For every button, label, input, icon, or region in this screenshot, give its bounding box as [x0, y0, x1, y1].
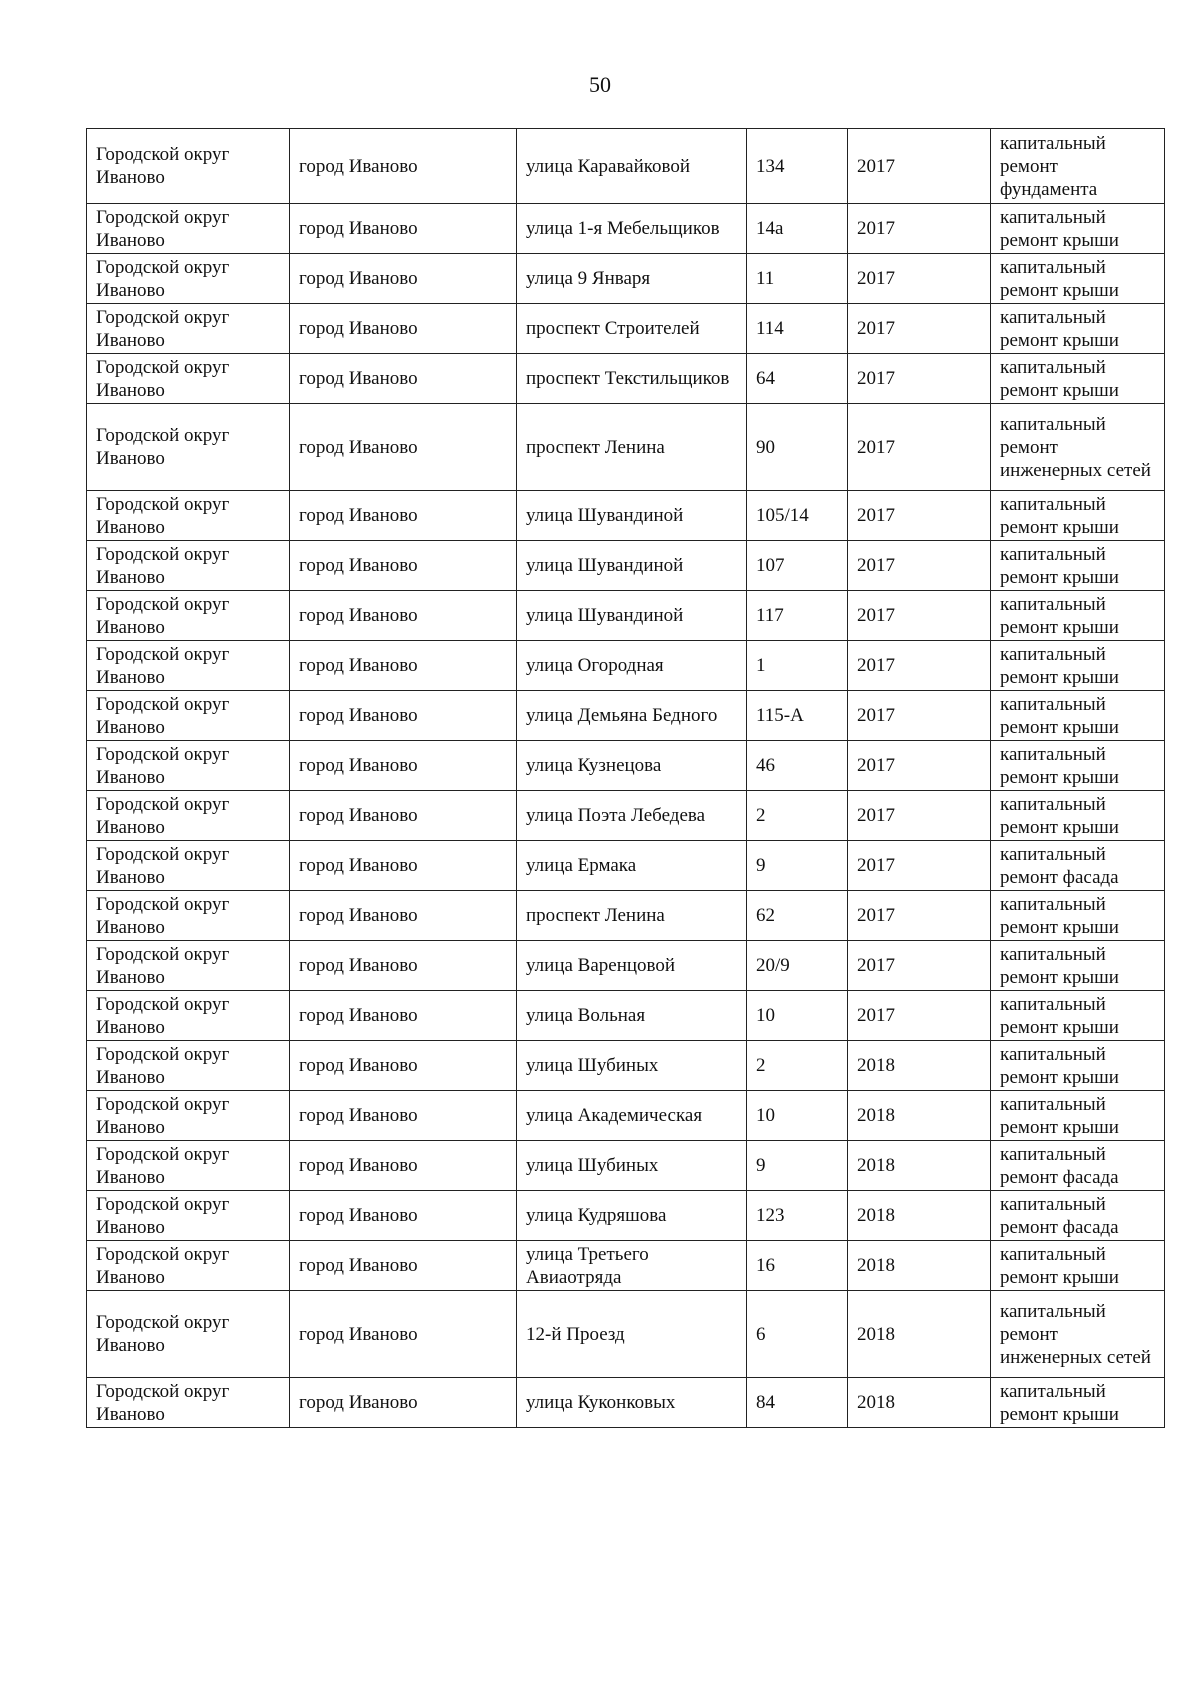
- municipality-cell: Городской округ Иваново: [87, 1241, 290, 1291]
- year-cell: 2017: [848, 591, 991, 641]
- settlement-cell: город Иваново: [290, 129, 517, 204]
- year-cell: 2018: [848, 1241, 991, 1291]
- work-type-cell: капитальный ремонт крыши: [991, 641, 1165, 691]
- table-row: [87, 991, 1165, 1041]
- work-type-cell: капитальный ремонт крыши: [991, 254, 1165, 304]
- work-type-cell: капитальный ремонт крыши: [991, 991, 1165, 1041]
- work-type-cell: капитальный ремонт крыши: [991, 591, 1165, 641]
- settlement-cell: город Иваново: [290, 541, 517, 591]
- settlement-cell: город Иваново: [290, 304, 517, 354]
- settlement-cell: город Иваново: [290, 1041, 517, 1091]
- table-row: [87, 1041, 1165, 1091]
- house-number-cell: 11: [747, 254, 848, 304]
- work-type-cell: капитальный ремонт инженерных сетей: [991, 404, 1165, 491]
- house-number-cell: 9: [747, 841, 848, 891]
- house-number-cell: 10: [747, 1091, 848, 1141]
- municipality-cell: Городской округ Иваново: [87, 591, 290, 641]
- municipality-cell: Городской округ Иваново: [87, 404, 290, 491]
- year-cell: 2018: [848, 1091, 991, 1141]
- work-type-cell: капитальный ремонт инженерных сетей: [991, 1291, 1165, 1378]
- settlement-cell: город Иваново: [290, 254, 517, 304]
- year-cell: 2017: [848, 204, 991, 254]
- work-type-cell: капитальный ремонт крыши: [991, 204, 1165, 254]
- year-cell: 2017: [848, 129, 991, 204]
- settlement-cell: город Иваново: [290, 641, 517, 691]
- settlement-cell: город Иваново: [290, 204, 517, 254]
- street-cell: улица Шувандиной: [517, 491, 747, 541]
- house-number-cell: 14а: [747, 204, 848, 254]
- year-cell: 2017: [848, 404, 991, 491]
- street-cell: проспект Ленина: [517, 404, 747, 491]
- street-cell: улица Шувандиной: [517, 541, 747, 591]
- work-type-cell: капитальный ремонт фасада: [991, 1141, 1165, 1191]
- street-cell: улица Каравайковой: [517, 129, 747, 204]
- house-number-cell: 115-А: [747, 691, 848, 741]
- municipality-cell: Городской округ Иваново: [87, 1041, 290, 1091]
- year-cell: 2018: [848, 1041, 991, 1091]
- work-type-cell: капитальный ремонт крыши: [991, 1041, 1165, 1091]
- street-cell: улица 1-я Мебельщиков: [517, 204, 747, 254]
- settlement-cell: город Иваново: [290, 404, 517, 491]
- house-number-cell: 64: [747, 354, 848, 404]
- year-cell: 2017: [848, 741, 991, 791]
- table-row: [87, 591, 1165, 641]
- municipality-cell: Городской округ Иваново: [87, 891, 290, 941]
- house-number-cell: 9: [747, 1141, 848, 1191]
- settlement-cell: город Иваново: [290, 741, 517, 791]
- street-cell: 12-й Проезд: [517, 1291, 747, 1378]
- street-cell: проспект Строителей: [517, 304, 747, 354]
- year-cell: 2017: [848, 791, 991, 841]
- table-row: [87, 891, 1165, 941]
- settlement-cell: город Иваново: [290, 891, 517, 941]
- settlement-cell: город Иваново: [290, 1191, 517, 1241]
- settlement-cell: город Иваново: [290, 591, 517, 641]
- work-type-cell: капитальный ремонт крыши: [991, 691, 1165, 741]
- year-cell: 2017: [848, 991, 991, 1041]
- year-cell: 2018: [848, 1141, 991, 1191]
- house-number-cell: 84: [747, 1378, 848, 1428]
- work-type-cell: капитальный ремонт крыши: [991, 1241, 1165, 1291]
- municipality-cell: Городской округ Иваново: [87, 304, 290, 354]
- house-number-cell: 123: [747, 1191, 848, 1241]
- year-cell: 2017: [848, 691, 991, 741]
- work-type-cell: капитальный ремонт крыши: [991, 1091, 1165, 1141]
- table-row: [87, 129, 1165, 204]
- year-cell: 2017: [848, 254, 991, 304]
- street-cell: проспект Текстильщиков: [517, 354, 747, 404]
- year-cell: 2017: [848, 491, 991, 541]
- work-type-cell: капитальный ремонт крыши: [991, 1378, 1165, 1428]
- table-row: [87, 741, 1165, 791]
- year-cell: 2017: [848, 541, 991, 591]
- street-cell: улица Шувандиной: [517, 591, 747, 641]
- settlement-cell: город Иваново: [290, 841, 517, 891]
- table-row: [87, 1291, 1165, 1378]
- house-number-cell: 90: [747, 404, 848, 491]
- house-number-cell: 134: [747, 129, 848, 204]
- street-cell: улица Варенцовой: [517, 941, 747, 991]
- street-cell: улица Академическая: [517, 1091, 747, 1141]
- year-cell: 2017: [848, 354, 991, 404]
- settlement-cell: город Иваново: [290, 991, 517, 1041]
- house-number-cell: 20/9: [747, 941, 848, 991]
- street-cell: улица 9 Января: [517, 254, 747, 304]
- municipality-cell: Городской округ Иваново: [87, 129, 290, 204]
- house-number-cell: 117: [747, 591, 848, 641]
- table-row: [87, 491, 1165, 541]
- municipality-cell: Городской округ Иваново: [87, 841, 290, 891]
- house-number-cell: 1: [747, 641, 848, 691]
- table-row: [87, 254, 1165, 304]
- repair-schedule-table: [86, 128, 1165, 1428]
- table-row: [87, 691, 1165, 741]
- house-number-cell: 16: [747, 1241, 848, 1291]
- settlement-cell: город Иваново: [290, 691, 517, 741]
- table-row: [87, 841, 1165, 891]
- settlement-cell: город Иваново: [290, 354, 517, 404]
- work-type-cell: капитальный ремонт фасада: [991, 841, 1165, 891]
- work-type-cell: капитальный ремонт фасада: [991, 1191, 1165, 1241]
- table-body: [87, 129, 1165, 1428]
- street-cell: улица Куконковых: [517, 1378, 747, 1428]
- year-cell: 2017: [848, 304, 991, 354]
- street-cell: улица Третьего Авиаотряда: [517, 1241, 747, 1291]
- table-row: [87, 1141, 1165, 1191]
- street-cell: улица Кудряшова: [517, 1191, 747, 1241]
- municipality-cell: Городской округ Иваново: [87, 1091, 290, 1141]
- settlement-cell: город Иваново: [290, 1091, 517, 1141]
- work-type-cell: капитальный ремонт крыши: [991, 891, 1165, 941]
- municipality-cell: Городской округ Иваново: [87, 1291, 290, 1378]
- settlement-cell: город Иваново: [290, 941, 517, 991]
- table-row: [87, 1091, 1165, 1141]
- house-number-cell: 2: [747, 791, 848, 841]
- page-number: 50: [589, 72, 611, 97]
- settlement-cell: город Иваново: [290, 1378, 517, 1428]
- house-number-cell: 46: [747, 741, 848, 791]
- street-cell: улица Кузнецова: [517, 741, 747, 791]
- work-type-cell: капитальный ремонт крыши: [991, 304, 1165, 354]
- table-row: [87, 304, 1165, 354]
- house-number-cell: 2: [747, 1041, 848, 1091]
- year-cell: 2017: [848, 841, 991, 891]
- street-cell: улица Демьяна Бедного: [517, 691, 747, 741]
- settlement-cell: город Иваново: [290, 1241, 517, 1291]
- table-row: [87, 1378, 1165, 1428]
- municipality-cell: Городской округ Иваново: [87, 941, 290, 991]
- street-cell: улица Ермака: [517, 841, 747, 891]
- street-cell: улица Шубиных: [517, 1041, 747, 1091]
- table-row: [87, 204, 1165, 254]
- table-row: [87, 641, 1165, 691]
- municipality-cell: Городской округ Иваново: [87, 1191, 290, 1241]
- table-row: [87, 541, 1165, 591]
- year-cell: 2017: [848, 641, 991, 691]
- year-cell: 2018: [848, 1291, 991, 1378]
- year-cell: 2017: [848, 941, 991, 991]
- work-type-cell: капитальный ремонт фундамента: [991, 129, 1165, 204]
- work-type-cell: капитальный ремонт крыши: [991, 541, 1165, 591]
- street-cell: улица Огородная: [517, 641, 747, 691]
- table-row: [87, 791, 1165, 841]
- settlement-cell: город Иваново: [290, 1291, 517, 1378]
- house-number-cell: 62: [747, 891, 848, 941]
- house-number-cell: 114: [747, 304, 848, 354]
- municipality-cell: Городской округ Иваново: [87, 741, 290, 791]
- work-type-cell: капитальный ремонт крыши: [991, 791, 1165, 841]
- municipality-cell: Городской округ Иваново: [87, 1378, 290, 1428]
- street-cell: улица Шубиных: [517, 1141, 747, 1191]
- year-cell: 2018: [848, 1378, 991, 1428]
- municipality-cell: Городской округ Иваново: [87, 204, 290, 254]
- year-cell: 2017: [848, 891, 991, 941]
- street-cell: улица Вольная: [517, 991, 747, 1041]
- settlement-cell: город Иваново: [290, 791, 517, 841]
- municipality-cell: Городской округ Иваново: [87, 541, 290, 591]
- municipality-cell: Городской округ Иваново: [87, 641, 290, 691]
- table-row: [87, 404, 1165, 491]
- work-type-cell: капитальный ремонт крыши: [991, 491, 1165, 541]
- table-row: [87, 354, 1165, 404]
- house-number-cell: 107: [747, 541, 848, 591]
- work-type-cell: капитальный ремонт крыши: [991, 941, 1165, 991]
- municipality-cell: Городской округ Иваново: [87, 354, 290, 404]
- street-cell: улица Поэта Лебедева: [517, 791, 747, 841]
- house-number-cell: 6: [747, 1291, 848, 1378]
- house-number-cell: 10: [747, 991, 848, 1041]
- table-row: [87, 1241, 1165, 1291]
- year-cell: 2018: [848, 1191, 991, 1241]
- municipality-cell: Городской округ Иваново: [87, 1141, 290, 1191]
- municipality-cell: Городской округ Иваново: [87, 691, 290, 741]
- municipality-cell: Городской округ Иваново: [87, 991, 290, 1041]
- work-type-cell: капитальный ремонт крыши: [991, 354, 1165, 404]
- settlement-cell: город Иваново: [290, 1141, 517, 1191]
- municipality-cell: Городской округ Иваново: [87, 791, 290, 841]
- table-row: [87, 1191, 1165, 1241]
- table-row: [87, 941, 1165, 991]
- municipality-cell: Городской округ Иваново: [87, 254, 290, 304]
- house-number-cell: 105/14: [747, 491, 848, 541]
- street-cell: проспект Ленина: [517, 891, 747, 941]
- settlement-cell: город Иваново: [290, 491, 517, 541]
- municipality-cell: Городской округ Иваново: [87, 491, 290, 541]
- work-type-cell: капитальный ремонт крыши: [991, 741, 1165, 791]
